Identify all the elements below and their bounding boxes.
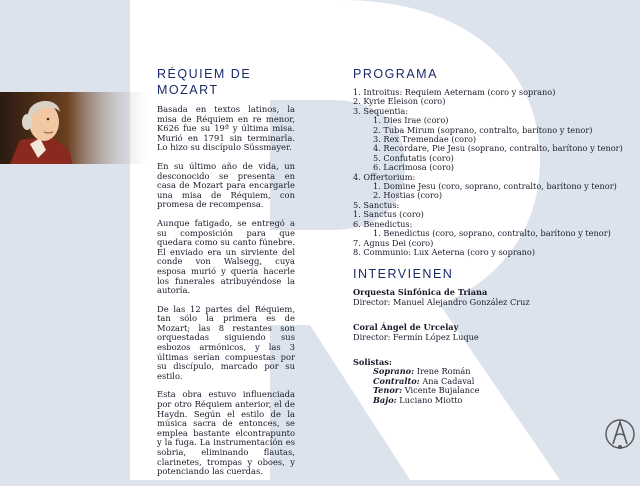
logo-icon — [603, 414, 637, 452]
program-item: 1. Introitus: Requiem Aeternam (coro y soprano) — [353, 87, 556, 97]
coral-name: Coral Ángel de Urcelay — [353, 322, 459, 333]
coral-block — [353, 323, 623, 342]
program-subitem: 1. Domine Jesu (coro, soprano, contralto, barítono y tenor) — [373, 181, 617, 192]
program-item: 7. Agnus Dei (coro) — [353, 237, 434, 248]
soloist-name: Irene Román — [416, 366, 471, 377]
soloist-role: Tenor: — [373, 385, 403, 396]
intervienen-title: INTERVIENEN — [353, 267, 454, 282]
mozart-portrait — [0, 92, 150, 164]
paragraph-1: Basada en textos latinos, la misa de Réquiem en re menor, K626 fue su 19ª y última misa. Murió en 1791 sin terminarla. Lo hizo su discípulo Süssmayer. — [157, 104, 295, 153]
program-subitem: 2. Tuba Mirum (soprano, contralto, barítono y tenor) — [373, 124, 593, 135]
programa-title: PROGRAMA — [353, 67, 438, 81]
program-item: 3. Sequentia: — [353, 105, 409, 116]
soloist-role: Contralto: — [373, 375, 420, 386]
left-column — [157, 66, 295, 486]
solistas-block — [353, 358, 623, 405]
soloist-role: Soprano: — [373, 366, 415, 377]
paragraph-5: Esta obra estuvo influenciada por otro Réquiem anterior, el de Haydn. Según el estilo de la música sacra de entonces, se emplea bastante elcontrapunto y la fuga. La instrumentación es sobria, eliminando flautas, clarinetes, trompas y oboes, y potenciando las cuerdas. — [157, 389, 295, 477]
soloist-name: Ana Cadaval — [422, 375, 475, 386]
program-item: 8. Communio: Lux Aeterna (coro y soprano) — [353, 246, 536, 257]
orquesta-director: Director: Manuel Alejandro González Cruz — [353, 296, 530, 307]
program-item: 2. Kyrie Eleison (coro) — [353, 96, 446, 107]
program-subitem: 1. Dies Irae (coro) — [373, 115, 449, 126]
program-subitem: 3. Rex Tremendae (coro) — [373, 134, 477, 145]
soloist-row — [353, 396, 623, 405]
soloist-role: Bajo: — [373, 394, 397, 405]
program-item: 4. Offertorium: — [353, 171, 416, 182]
orquesta-name: Orquesta Sinfónica de Triana — [353, 287, 488, 298]
program-item: 1. Sanctus (coro) — [353, 209, 424, 220]
program-subitem: 4. Recordare, Pie Jesu (soprano, contralto, barítono y tenor) — [373, 143, 623, 154]
program-subitem: 5. Confutatis (coro) — [373, 152, 454, 163]
program-item: 5. Sanctus: — [353, 199, 400, 210]
program-subitem: 1. Benedictus (coro, soprano, contralto, barítono y tenor) — [373, 228, 611, 239]
program-list — [353, 88, 623, 257]
right-column — [353, 66, 623, 405]
paragraph-4: De las 12 partes del Réquiem, tan sólo la primera es de Mozart; las 8 restantes son orquestadas siguiendo sus esbozos armónicos, y las 3 últimas serían compuestas por su discípulo, marcado por su estilo. — [157, 303, 295, 381]
program-item: 6. Benedictus: — [353, 218, 413, 229]
program-subitem: 6. Lacrimosa (coro) — [373, 162, 454, 173]
solistas-label: Solistas: — [353, 356, 392, 367]
soloist-name: Luciano Miotto — [399, 394, 463, 405]
coral-director: Director: Fermín López Luque — [353, 331, 479, 342]
requiem-title: RÉQUIEM DE MOZART — [157, 67, 252, 97]
soloist-name: Vicente Bujalance — [404, 385, 480, 396]
paragraph-3: Aunque fatigado, se entregó a su composición para que quedara como su canto fúnebre. El enviado era un sirviente del conde von Walsegg, cuya esposa murió y quería hacerle los funerales atribuyéndose la autoría. — [157, 217, 295, 296]
program-subitem: 2. Hostias (coro) — [373, 190, 443, 201]
orquesta-block — [353, 288, 623, 307]
paragraph-2: En su último año de vida, un desconocido se presenta en casa de Mozart para encargarle una misa de Réquiem, con promesa de recompensa. — [157, 160, 295, 210]
